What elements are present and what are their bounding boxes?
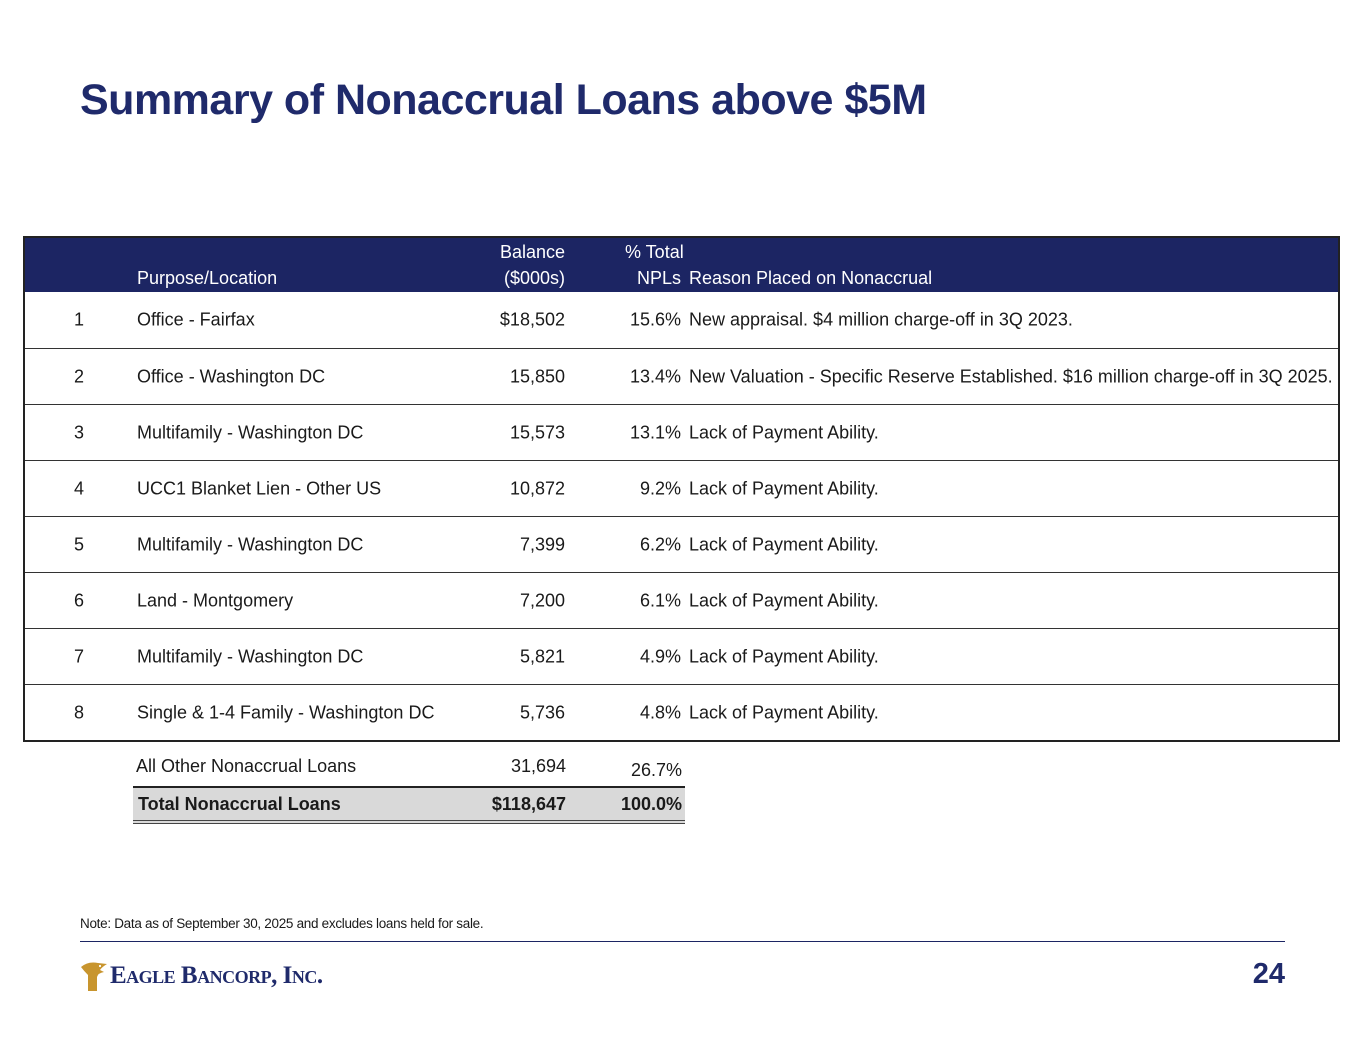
summary-block xyxy=(133,750,685,824)
row-number: 5 xyxy=(74,534,85,554)
total-loans-label: Total Nonaccrual Loans xyxy=(138,794,341,814)
row-balance: 7,399 xyxy=(519,534,565,554)
row-balance: $18,502 xyxy=(499,309,565,330)
row-purpose: Multifamily - Washington DC xyxy=(137,646,364,666)
row-balance: 15,850 xyxy=(509,366,565,386)
header-purpose: Purpose/Location xyxy=(137,268,278,288)
nonaccrual-loans-table xyxy=(23,236,1340,742)
header-pct-line1: % Total xyxy=(625,242,684,262)
row-reason: Lack of Payment Ability. xyxy=(689,534,879,554)
row-number: 4 xyxy=(74,478,85,498)
row-purpose: Multifamily - Washington DC xyxy=(137,534,364,554)
row-number: 6 xyxy=(74,590,85,610)
row-pct: 6.1% xyxy=(639,590,681,610)
table-row xyxy=(25,572,1338,628)
row-balance: 15,573 xyxy=(509,422,565,442)
header-reason: Reason Placed on Nonaccrual xyxy=(689,268,933,288)
total-loans-row xyxy=(133,786,685,824)
row-reason: Lack of Payment Ability. xyxy=(689,478,879,498)
row-purpose: Multifamily - Washington DC xyxy=(137,422,364,442)
row-purpose: Office - Fairfax xyxy=(137,309,255,330)
row-balance: 5,736 xyxy=(519,702,565,722)
row-pct: 13.4% xyxy=(629,366,681,386)
page-title: Summary of Nonaccrual Loans above $5M xyxy=(80,76,927,124)
row-pct: 13.1% xyxy=(629,422,681,442)
other-loans-pct: 26.7% xyxy=(630,760,682,780)
table-row xyxy=(25,404,1338,460)
row-reason: Lack of Payment Ability. xyxy=(689,590,879,610)
header-balance-line1: Balance xyxy=(499,242,565,262)
row-number: 2 xyxy=(74,366,85,386)
table-row xyxy=(25,292,1338,348)
row-number: 3 xyxy=(74,422,85,442)
row-reason: New Valuation - Specific Reserve Established. $16 million charge-off in 3Q 2025. xyxy=(689,366,1333,386)
row-reason: Lack of Payment Ability. xyxy=(689,422,879,442)
header-balance-line2: ($000s) xyxy=(503,268,565,288)
eagle-icon xyxy=(80,961,108,991)
header-pct-line2: NPLs xyxy=(636,268,681,288)
row-balance: 5,821 xyxy=(519,646,565,666)
table-row xyxy=(25,348,1338,404)
total-loans-balance: $118,647 xyxy=(491,794,566,814)
row-reason: Lack of Payment Ability. xyxy=(689,646,879,666)
page-number: 24 xyxy=(1252,958,1285,990)
row-reason: Lack of Payment Ability. xyxy=(689,702,879,722)
row-purpose: Land - Montgomery xyxy=(137,590,294,610)
footnote: Note: Data as of September 30, 2025 and excludes loans held for sale. xyxy=(80,916,484,931)
total-loans-pct: 100.0% xyxy=(620,794,682,814)
row-balance: 10,872 xyxy=(509,478,565,498)
other-loans-balance: 31,694 xyxy=(510,756,566,776)
table-row xyxy=(25,684,1338,740)
other-loans-row xyxy=(133,750,685,786)
row-number: 1 xyxy=(74,309,85,330)
table-header xyxy=(25,238,1338,292)
row-pct: 9.2% xyxy=(639,478,681,498)
row-reason: New appraisal. $4 million charge-off in 3Q 2023. xyxy=(689,309,1073,330)
table-row xyxy=(25,516,1338,572)
row-pct: 4.9% xyxy=(639,646,681,666)
row-number: 8 xyxy=(74,702,85,722)
table-row xyxy=(25,460,1338,516)
row-pct: 15.6% xyxy=(629,309,681,330)
logo-text: Eagle Bancorp, Inc. xyxy=(110,962,323,989)
row-pct: 4.8% xyxy=(639,702,681,722)
table-row xyxy=(25,628,1338,684)
row-purpose: Office - Washington DC xyxy=(137,366,326,386)
footer-divider xyxy=(80,941,1285,942)
company-logo xyxy=(80,960,323,992)
row-purpose: Single & 1-4 Family - Washington DC xyxy=(137,702,435,722)
row-purpose: UCC1 Blanket Lien - Other US xyxy=(137,478,382,498)
other-loans-label: All Other Nonaccrual Loans xyxy=(136,756,357,776)
row-pct: 6.2% xyxy=(639,534,681,554)
row-number: 7 xyxy=(74,646,85,666)
row-balance: 7,200 xyxy=(519,590,565,610)
